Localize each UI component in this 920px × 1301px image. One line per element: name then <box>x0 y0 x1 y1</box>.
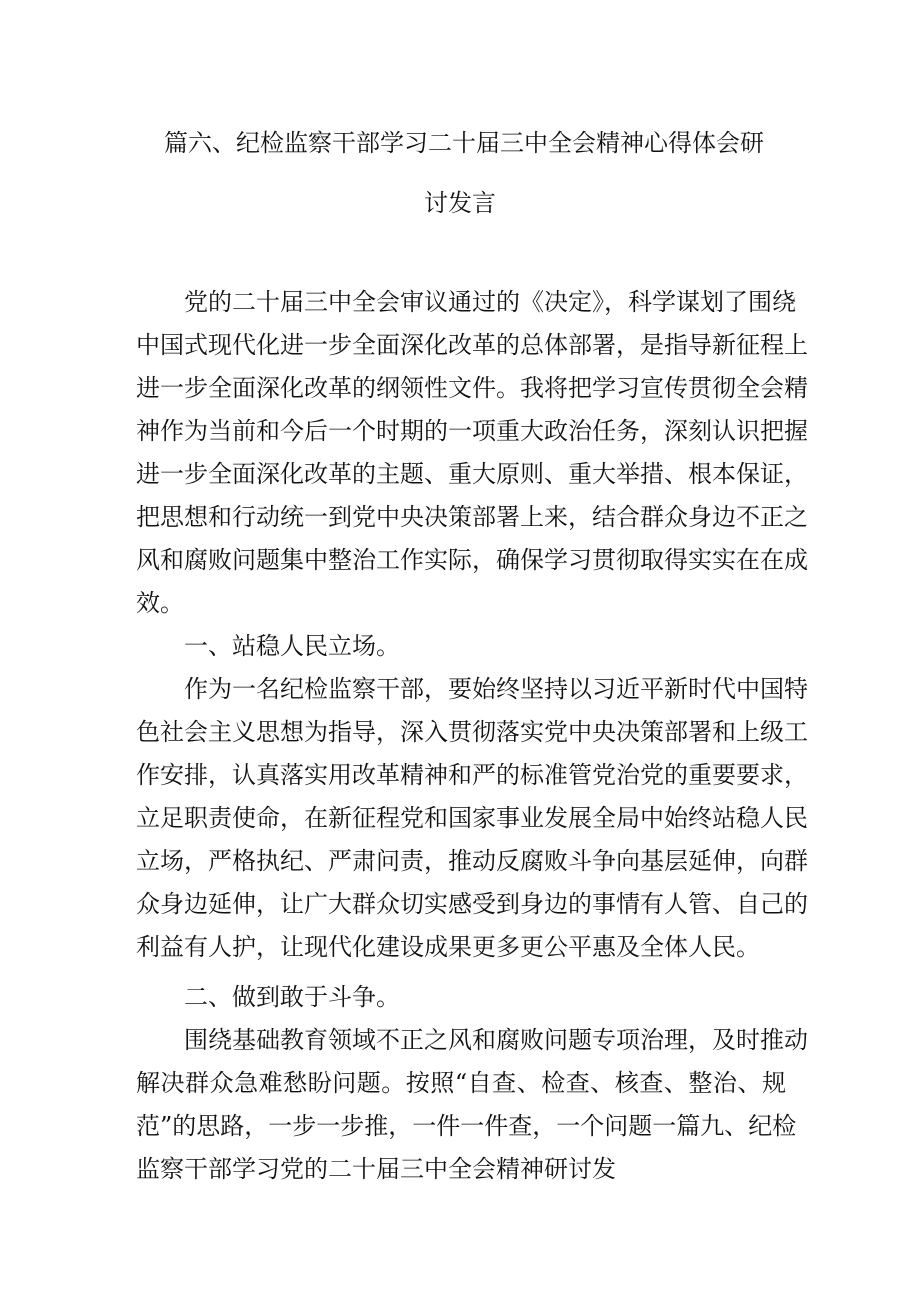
section-2-heading: 二、做到敢于斗争。 <box>184 983 400 1011</box>
section-2-next-title-fragment: 一篇九、纪检 <box>652 1112 797 1140</box>
section-1-line: 作安排，认真落实用改革精神和严的标准管党治党的重要要求， <box>136 761 808 789</box>
intro-line: 中国式现代化进一步全面深化改革的总体部署，是指导新征程上 <box>136 331 808 359</box>
intro-line: 进一步全面深化改革的纲领性文件。我将把学习宣传贯彻全会精 <box>136 374 808 402</box>
intro-line: 效。 <box>136 589 184 617</box>
section-2-next-title-line: 监察干部学习党的二十届三中全会精神研讨发 <box>136 1155 616 1183</box>
intro-line: 党的二十届三中全会审议通过的《决定》，科学谋划了围绕 <box>184 288 796 316</box>
intro-line: 进一步全面深化改革的主题、重大原则、重大举措、根本保证， <box>136 460 808 488</box>
intro-line: 神作为当前和今后一个时期的一项重大政治任务，深刻认识把握 <box>136 417 808 445</box>
section-1-line: 立场，严格执纪、严肃问责，推动反腐败斗争向基层延伸，向群 <box>136 847 808 875</box>
section-2-line: 解决群众急难愁盼问题。按照“自查、检查、核查、整治、规 <box>136 1069 786 1097</box>
section-2-line <box>136 1111 797 1141</box>
document-title-line-1: 篇六、纪检监察干部学习二十届三中全会精神心得体会研 <box>164 129 764 157</box>
section-1-line: 众身边延伸，让广大群众切实感受到身边的事情有人管、自己的 <box>136 890 808 918</box>
intro-line: 风和腐败问题集中整治工作实际，确保学习贯彻取得实实在在成 <box>136 546 808 574</box>
section-2-line: 围绕基础教育领域不正之风和腐败问题专项治理，及时推动 <box>184 1026 808 1054</box>
section-1-line: 色社会主义思想为指导，深入贯彻落实党中央决策部署和上级工 <box>136 718 808 746</box>
section-1-heading: 一、站稳人民立场。 <box>184 632 400 660</box>
section-1-line: 利益有人护，让现代化建设成果更多更公平惠及全体人民。 <box>136 933 760 961</box>
section-1-line: 作为一名纪检监察干部，要始终坚持以习近平新时代中国特 <box>184 675 808 703</box>
section-2-line-text: 范”的思路，一步一步推，一件一件查，一个问题 <box>136 1112 653 1140</box>
document-title-line-2: 讨发言 <box>424 189 496 217</box>
section-1-line: 立足职责使命，在新征程党和国家事业发展全局中始终站稳人民 <box>136 804 808 832</box>
intro-line: 把思想和行动统一到党中央决策部署上来，结合群众身边不正之 <box>136 503 808 531</box>
